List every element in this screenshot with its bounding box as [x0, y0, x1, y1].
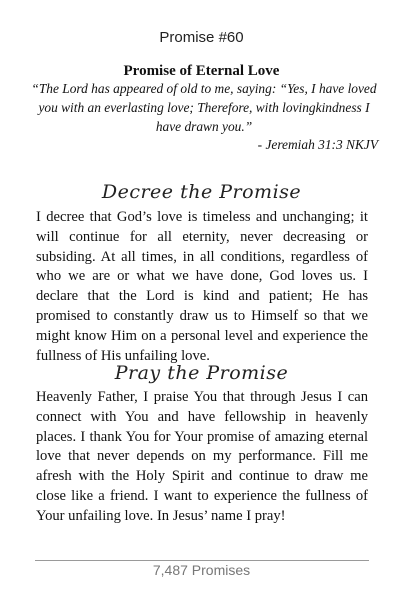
footer-divider: [35, 560, 369, 561]
scripture-quote: “The Lord has appeared of old to me, saying: “Yes, I have loved you with an everlasting love; Therefore, with lovingkindness I have drawn you.”: [31, 81, 377, 134]
promise-count: 7,487 Promises: [152, 562, 251, 578]
scripture-reference: - Jeremiah 31:3 NKJV: [257, 137, 378, 152]
prayer-text: Heavenly Father, I praise You that through Jesus I can connect with You and have fellowship in heavenly places. I thank You for Your promise of amazing eternal love that never depends on my performance. Fill me afresh with the Holy Spirit and continue to draw me close like a friend. I want to experience the fullness of Your unfailing love. In Jesus’ name I pray!: [36, 389, 368, 524]
page-title: Promise #60: [159, 29, 244, 46]
promise-title: Promise of Eternal Love: [123, 63, 280, 79]
prayer-heading: Pray the Promise: [114, 362, 289, 384]
decree-text: I decree that God’s love is timeless and unchanging; it will continue for all eternity, never decreasing or subsiding. At all times, in all conditions, regardless of who we are or what we have done, God loves us. I declare that the Lord is kind and patient; He has promised to constantly draw us to Himself so that we might know Him on a personal level and experience the fullness of His unfailing love.: [36, 209, 368, 364]
decree-heading: Decree the Promise: [101, 181, 302, 203]
